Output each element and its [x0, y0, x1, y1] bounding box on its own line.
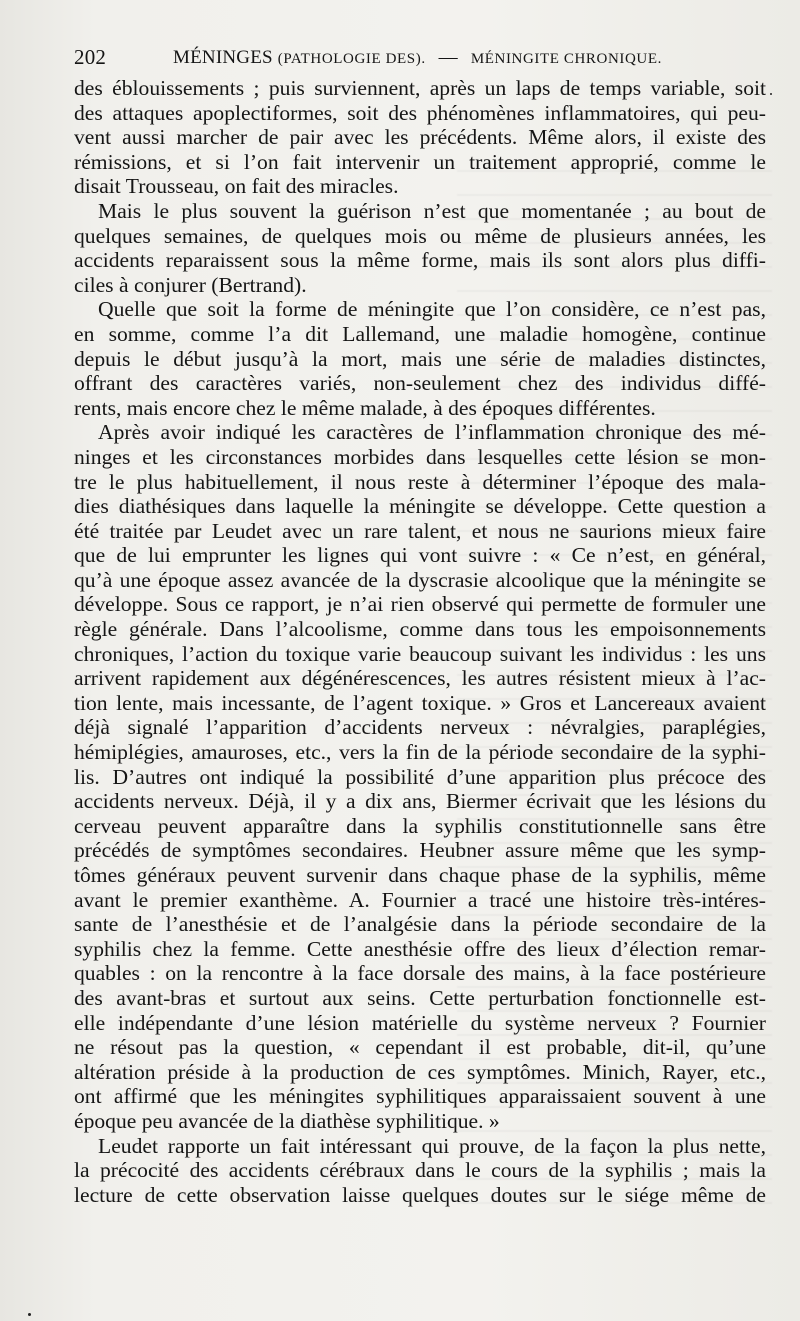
text-line: disait Trousseau, on fait des miracles. [74, 174, 399, 199]
text-line: ciles à conjurer (Bertrand). [74, 272, 307, 297]
text-line: rémissions, et si l’on fait intervenir un traitement approprié, comme le [74, 149, 766, 174]
text-line: sante de l’anesthésie et de l’analgésie dans la période secondaire de la [74, 912, 766, 937]
text-line: depuis le début jusqu’à la mort, mais une série de maladies distinctes, [74, 346, 766, 371]
text-line: quables : on la rencontre à la face dorsale des mains, à la face postérieure [74, 961, 766, 986]
text-line: règle générale. Dans l’alcoolisme, comme dans tous les empoisonnements [74, 617, 766, 642]
text-line: tion lente, mais incessante, de l’agent toxique. » Gros et Lancereaux avaient [74, 690, 766, 715]
text-line: hémiplégies, amauroses, etc., vers la fin de la période secondaire de la syphi- [74, 740, 766, 765]
text-line: Mais le plus souvent la guérison n’est que momentanée ; au bout de [98, 198, 766, 223]
page-number: 202 [74, 45, 107, 69]
text-line: vent aussi marcher de pair avec les précédents. Même alors, il existe des [74, 125, 766, 150]
text-line: époque peu avancée de la diathèse syphilitique. » [74, 1108, 500, 1133]
running-head [173, 43, 662, 74]
main-text [74, 76, 766, 1207]
running-head-sub: MÉNINGITE CHRONIQUE. [470, 51, 662, 67]
text-line: Quelle que soit la forme de méningite que l’on considère, ce n’est pas, [98, 297, 766, 322]
text-line: altération préside à la production de ces symptômes. Minich, Rayer, etc., [74, 1059, 766, 1084]
text-line: précédés de symptômes secondaires. Heubner assure même que les symp- [74, 838, 766, 863]
text-line: accidents nerveux. Déjà, il y a dix ans, Biermer écrivait que les lésions du [74, 789, 766, 814]
text-line: cerveau peuvent apparaître dans la syphilis constitutionnelle sans être [74, 813, 766, 838]
paper-speck [770, 93, 772, 95]
page-header [74, 42, 764, 72]
text-line: développe. Sous ce rapport, je n’ai rien observé qui permette de formuler une [74, 592, 766, 617]
text-line: Après avoir indiqué les caractères de l’inflammation chronique des mé- [98, 420, 766, 445]
text-line: avant le premier exanthème. A. Fournier a tracé une histoire très-intéres- [74, 887, 766, 912]
text-line: ninges et les circonstances morbides dans lesquelles cette lésion se mon- [74, 444, 766, 469]
text-line: que de lui emprunter les lignes qui vont suivre : « Ce n’est, en général, [74, 543, 766, 568]
text-line: tômes généraux peuvent survenir dans chaque phase de la syphilis, même [74, 863, 766, 887]
text-line: des éblouissements ; puis surviennent, après un laps de temps variable, soit [74, 76, 766, 100]
text-line: des avant-bras et surtout aux seins. Cette perturbation fonctionnelle est- [74, 985, 766, 1010]
text-line: ont affirmé que les méningites syphilitiques apparaissaient souvent à une [74, 1084, 766, 1109]
text-line: été traitée par Leudet avec un rare talent, et nous ne saurions mieux faire [74, 518, 766, 543]
paper-speck [28, 1313, 31, 1316]
text-line: accidents reparaissent sous la même forme, mais ils sont alors plus diffi- [74, 248, 766, 273]
text-line: rents, mais encore chez le même malade, à des époques différentes. [74, 395, 656, 420]
text-line: Leudet rapporte un fait intéressant qui prouve, de la façon la plus nette, [98, 1133, 766, 1158]
text-line: la précocité des accidents cérébraux dans le cours de la syphilis ; mais la [74, 1158, 766, 1183]
text-line: ne résout pas la question, « cependant il est probable, dit-il, qu’une [74, 1035, 766, 1060]
running-head-paren: (PATHOLOGIE DES). [277, 51, 426, 67]
text-line: qu’à une époque assez avancée de la dyscrasie alcoolique que la méningite se [74, 567, 766, 592]
text-line: des attaques apoplectiformes, soit des phénomènes inflammatoires, qui peu- [74, 100, 766, 125]
running-head-main: MÉNINGES [173, 47, 273, 68]
text-line: tre le plus habituellement, il nous reste à déterminer l’époque des mala- [74, 469, 766, 494]
text-line: quelques semaines, de quelques mois ou même de plusieurs années, les [74, 223, 766, 248]
text-line: syphilis chez la femme. Cette anesthésie offre des lieux d’élection remar- [74, 936, 766, 961]
text-line: elle indépendante d’une lésion matérielle du système nerveux ? Fournier [74, 1010, 766, 1035]
text-line: arrivent rapidement aux dégénérescences, les autres résistent mieux à l’ac- [74, 666, 766, 691]
text-line: offrant des caractères variés, non-seulement chez des individus diffé- [74, 371, 766, 396]
text-line: en somme, comme l’a dit Lallemand, une maladie homogène, continue [74, 321, 766, 346]
text-line: lecture de cette observation laisse quelques doutes sur le siége même de [74, 1182, 766, 1207]
running-head-dash: — [438, 47, 458, 68]
text-line: dies diathésiques dans laquelle la méningite se développe. Cette question a [74, 494, 766, 519]
text-line: chroniques, l’action du toxique varie beaucoup suivant les individus : les uns [74, 641, 766, 666]
text-line: lis. D’autres ont indiqué la possibilité d’une apparition plus précoce des [74, 764, 766, 789]
text-line: déjà signalé l’apparition d’accidents nerveux : névralgies, paraplégies, [74, 715, 766, 740]
